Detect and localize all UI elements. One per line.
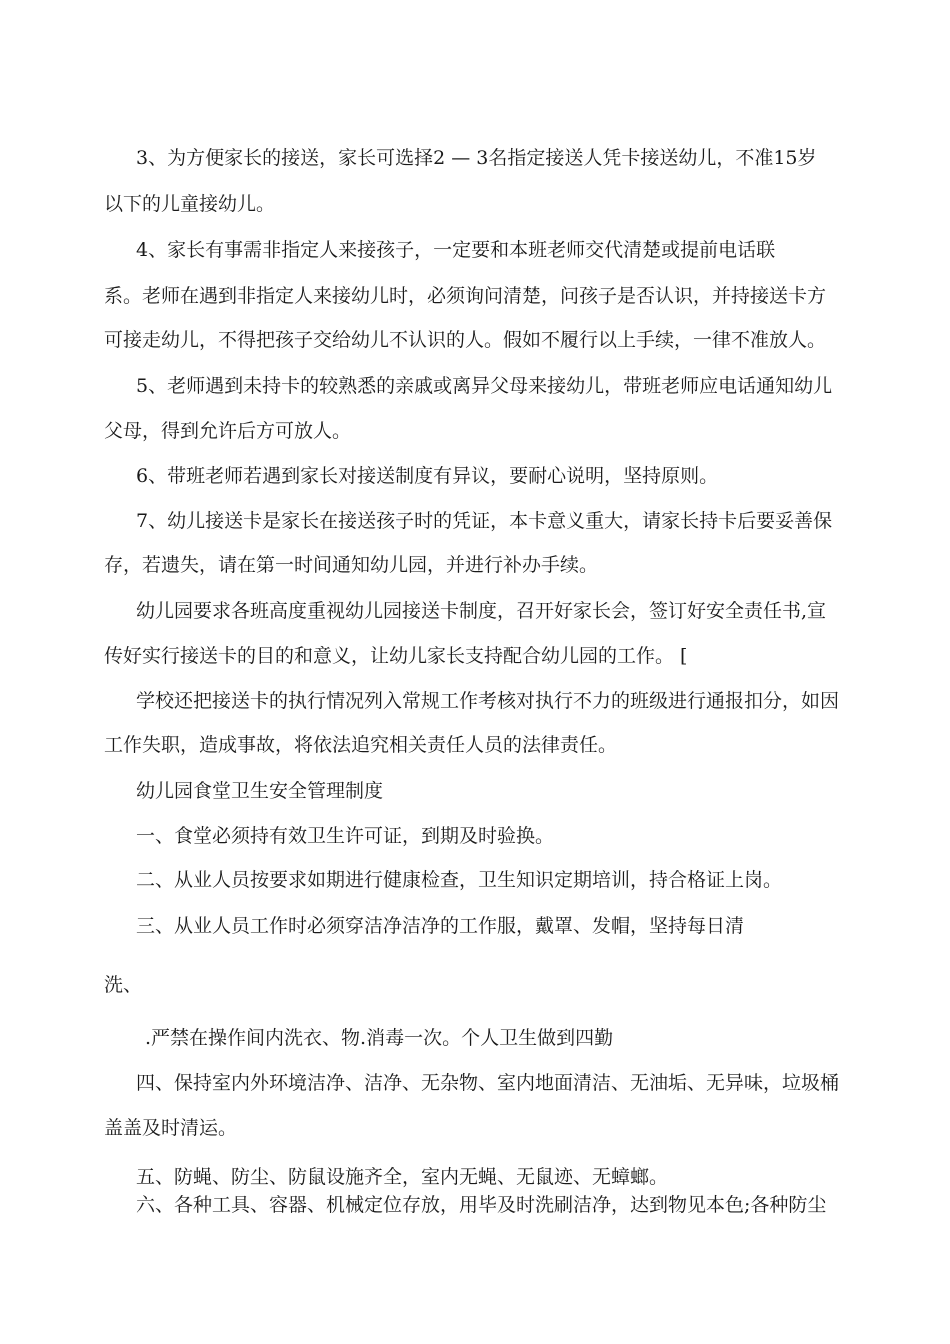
text-line: 3、为方便家长的接送，家长可选择2 — 3名指定接送人凭卡接送幼儿，不准15岁	[136, 147, 817, 169]
text-line: 五、防蝇、防尘、防鼠设施齐全，室内无蝇、无鼠迹、无蟑螂。	[136, 1166, 669, 1188]
text-line: 以下的儿童接幼儿。	[104, 193, 276, 215]
text-line: 6、带班老师若遇到家长对接送制度有异议，要耐心说明，坚持原则。	[136, 465, 719, 487]
text-line: 7、幼儿接送卡是家长在接送孩子时的凭证，本卡意义重大，请家长持卡后要妥善保	[136, 510, 833, 532]
text-line: 幼儿园要求各班高度重视幼儿园接送卡制度，召开好家长会，签订好安全责任书,宣	[136, 600, 827, 622]
section-title: 幼儿园食堂卫生安全管理制度	[136, 780, 384, 802]
text-line: 盖盖及时清运。	[104, 1117, 238, 1139]
text-line: .严禁在操作间内洗衣、物.消毒一次。个人卫生做到四勤	[145, 1027, 614, 1049]
text-line: 学校还把接送卡的执行情况列入常规工作考核对执行不力的班级进行通报扣分，如因	[136, 690, 840, 712]
text-line: 工作失职，造成事故，将依法追究相关责任人员的法律责任。	[104, 734, 618, 756]
text-line: 三、从业人员工作时必须穿洁净洁净的工作服，戴罩、发帽，坚持每日清	[136, 915, 745, 937]
text-line: 父母，得到允许后方可放人。	[104, 420, 352, 442]
text-line: 存，若遗失，请在第一时间通知幼儿园，并进行补办手续。	[104, 554, 599, 576]
text-line: 六、各种工具、容器、机械定位存放，用毕及时洗刷洁净，达到物见本色;各种防尘	[136, 1194, 827, 1216]
text-line: 洗、	[104, 974, 143, 996]
text-line: 一、食堂必须持有效卫生许可证，到期及时验换。	[136, 825, 555, 847]
text-line: 可接走幼儿，不得把孩子交给幼儿不认识的人。假如不履行以上手续，一律不准放人。	[104, 329, 827, 351]
text-line: 4、家长有事需非指定人来接孩子，一定要和本班老师交代清楚或提前电话联	[136, 239, 776, 261]
text-line: 系。老师在遇到非指定人来接幼儿时，必须询问清楚，问孩子是否认识，并持接送卡方	[104, 285, 827, 307]
text-line: 四、保持室内外环境洁净、洁净、无杂物、室内地面清洁、无油垢、无异味，垃圾桶	[136, 1072, 840, 1094]
text-line: 传好实行接送卡的目的和意义，让幼儿家长支持配合幼儿园的工作。 [	[104, 645, 688, 667]
text-line: 二、从业人员按要求如期进行健康检查，卫生知识定期培训，持合格证上岗。	[136, 869, 783, 891]
text-line: 5、老师遇到未持卡的较熟悉的亲戚或离异父母来接幼儿，带班老师应电话通知幼儿	[136, 375, 833, 397]
